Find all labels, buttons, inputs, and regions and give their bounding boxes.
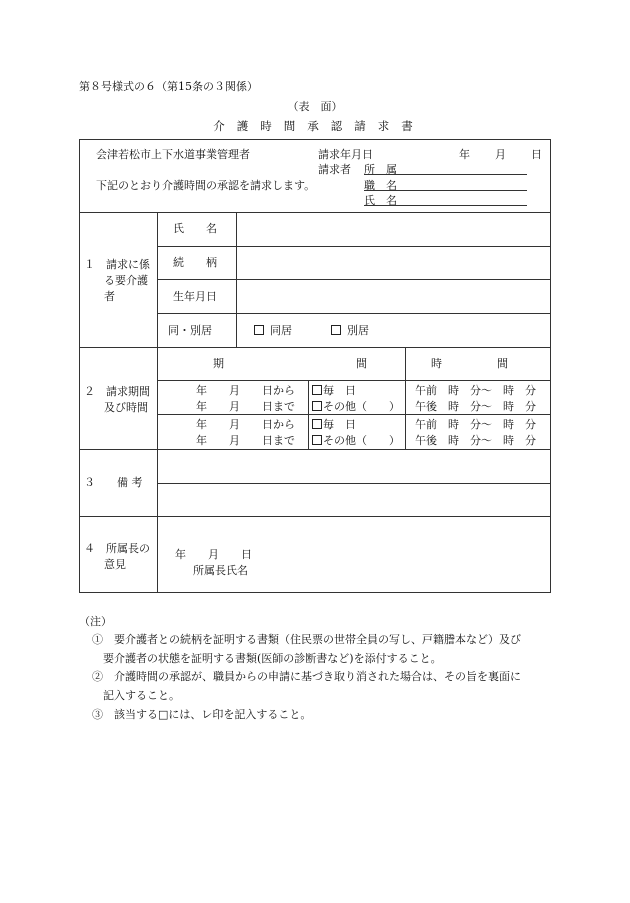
note-1-line2: 要介護者の状態を証明する書類(医師の診断書など)を添付すること。 (103, 652, 442, 665)
note-1-line1: ① 要介護者との続柄を証明する書類（住民票の世帯全員の写し、戸籍謄本など）及び (92, 633, 521, 646)
sec4-label-line1: ４ 所属長の (84, 542, 150, 555)
period-header: 期 間 (213, 357, 367, 370)
other-checkbox-2[interactable] (312, 435, 322, 445)
statement: 下記のとおり介護時間の承認を請求します。 (96, 179, 316, 192)
period-row-4-date[interactable]: 年 月 日まで (196, 434, 295, 447)
requester-label: 請求者 (318, 163, 351, 176)
together-checkbox[interactable] (254, 325, 264, 335)
birthdate-field[interactable] (237, 280, 550, 313)
addressee: 会津若松市上下水道事業管理者 (96, 148, 250, 161)
relation-field[interactable] (237, 247, 550, 279)
sec4-label-line2: 意見 (104, 558, 126, 571)
daily-label-2: 毎 日 (323, 418, 356, 431)
note-2-line2: 記入すること。 (103, 689, 180, 702)
period-row-3-opt (312, 419, 356, 430)
time-header: 時 間 (431, 357, 508, 370)
other-checkbox-1[interactable] (312, 401, 322, 411)
note-3: ③ 該当する□には、レ印を記入すること。 (92, 708, 312, 721)
period-row-1-opt (312, 385, 356, 396)
name-label: 氏 名 (364, 194, 397, 207)
side-label: （表 面） (287, 100, 343, 113)
form-title: 介護時間承認請求書 (213, 119, 425, 133)
remarks-label: ３ 備 考 (84, 476, 143, 489)
birthdate-label: 生年月日 (173, 290, 217, 303)
affiliation-field[interactable] (364, 174, 527, 175)
position-field[interactable] (364, 190, 527, 191)
form-number-label: 第８号様式の６（第15条の３関係） (79, 80, 258, 93)
sec2-label-line1: ２ 請求期間 (84, 385, 150, 398)
remarks-field-1[interactable] (158, 450, 550, 483)
period-row-1-date[interactable]: 年 月 日から (196, 384, 295, 397)
remarks-field-2[interactable] (158, 484, 550, 516)
request-date-label: 請求年月日 (318, 148, 373, 161)
period-row-3-time[interactable]: 午前 時 分～ 時 分 (415, 418, 536, 431)
position-label: 職 名 (364, 179, 397, 192)
sec1-label-line1: １ 請求に係 (84, 258, 150, 271)
request-day: 日 (531, 148, 542, 161)
period-row-2-time[interactable]: 午後 時 分～ 時 分 (415, 400, 536, 413)
chief-name-label: 所属長氏名 (193, 564, 248, 577)
separate-label: 別居 (347, 324, 369, 337)
sec1-label-line3: 者 (104, 290, 115, 303)
cared-person-name-field[interactable] (237, 213, 550, 246)
request-year: 年 (459, 148, 470, 161)
opinion-date[interactable]: 年 月 日 (175, 548, 252, 561)
period-row-4-time[interactable]: 午後 時 分～ 時 分 (415, 434, 536, 447)
sec2-label-line2: 及び時間 (104, 401, 148, 414)
other-label-1: その他（ ） (323, 400, 400, 413)
cohabit-options (254, 325, 369, 336)
cohabit-label: 同・別居 (168, 324, 212, 337)
together-label: 同居 (270, 324, 292, 337)
request-month: 月 (495, 148, 506, 161)
requester-name-field[interactable] (364, 205, 527, 206)
affiliation-label: 所 属 (364, 163, 397, 176)
period-row-2-opt (312, 401, 400, 412)
period-row-4-opt (312, 435, 400, 446)
period-row-2-date[interactable]: 年 月 日まで (196, 400, 295, 413)
period-row-3-date[interactable]: 年 月 日から (196, 418, 295, 431)
note-2-line1: ② 介護時間の承認が、職員からの申請に基づき取り消された場合は、その旨を裏面に (92, 670, 521, 683)
relation-label: 続 柄 (173, 256, 217, 269)
daily-checkbox-1[interactable] (312, 385, 322, 395)
sec1-label-line2: る要介護 (104, 274, 148, 287)
other-label-2: その他（ ） (323, 434, 400, 447)
daily-checkbox-2[interactable] (312, 419, 322, 429)
daily-label-1: 毎 日 (323, 384, 356, 397)
separate-checkbox[interactable] (331, 325, 341, 335)
period-row-1-time[interactable]: 午前 時 分～ 時 分 (415, 384, 536, 397)
notes-heading: （注） (79, 615, 112, 628)
cared-person-name-label: 氏 名 (173, 222, 217, 235)
